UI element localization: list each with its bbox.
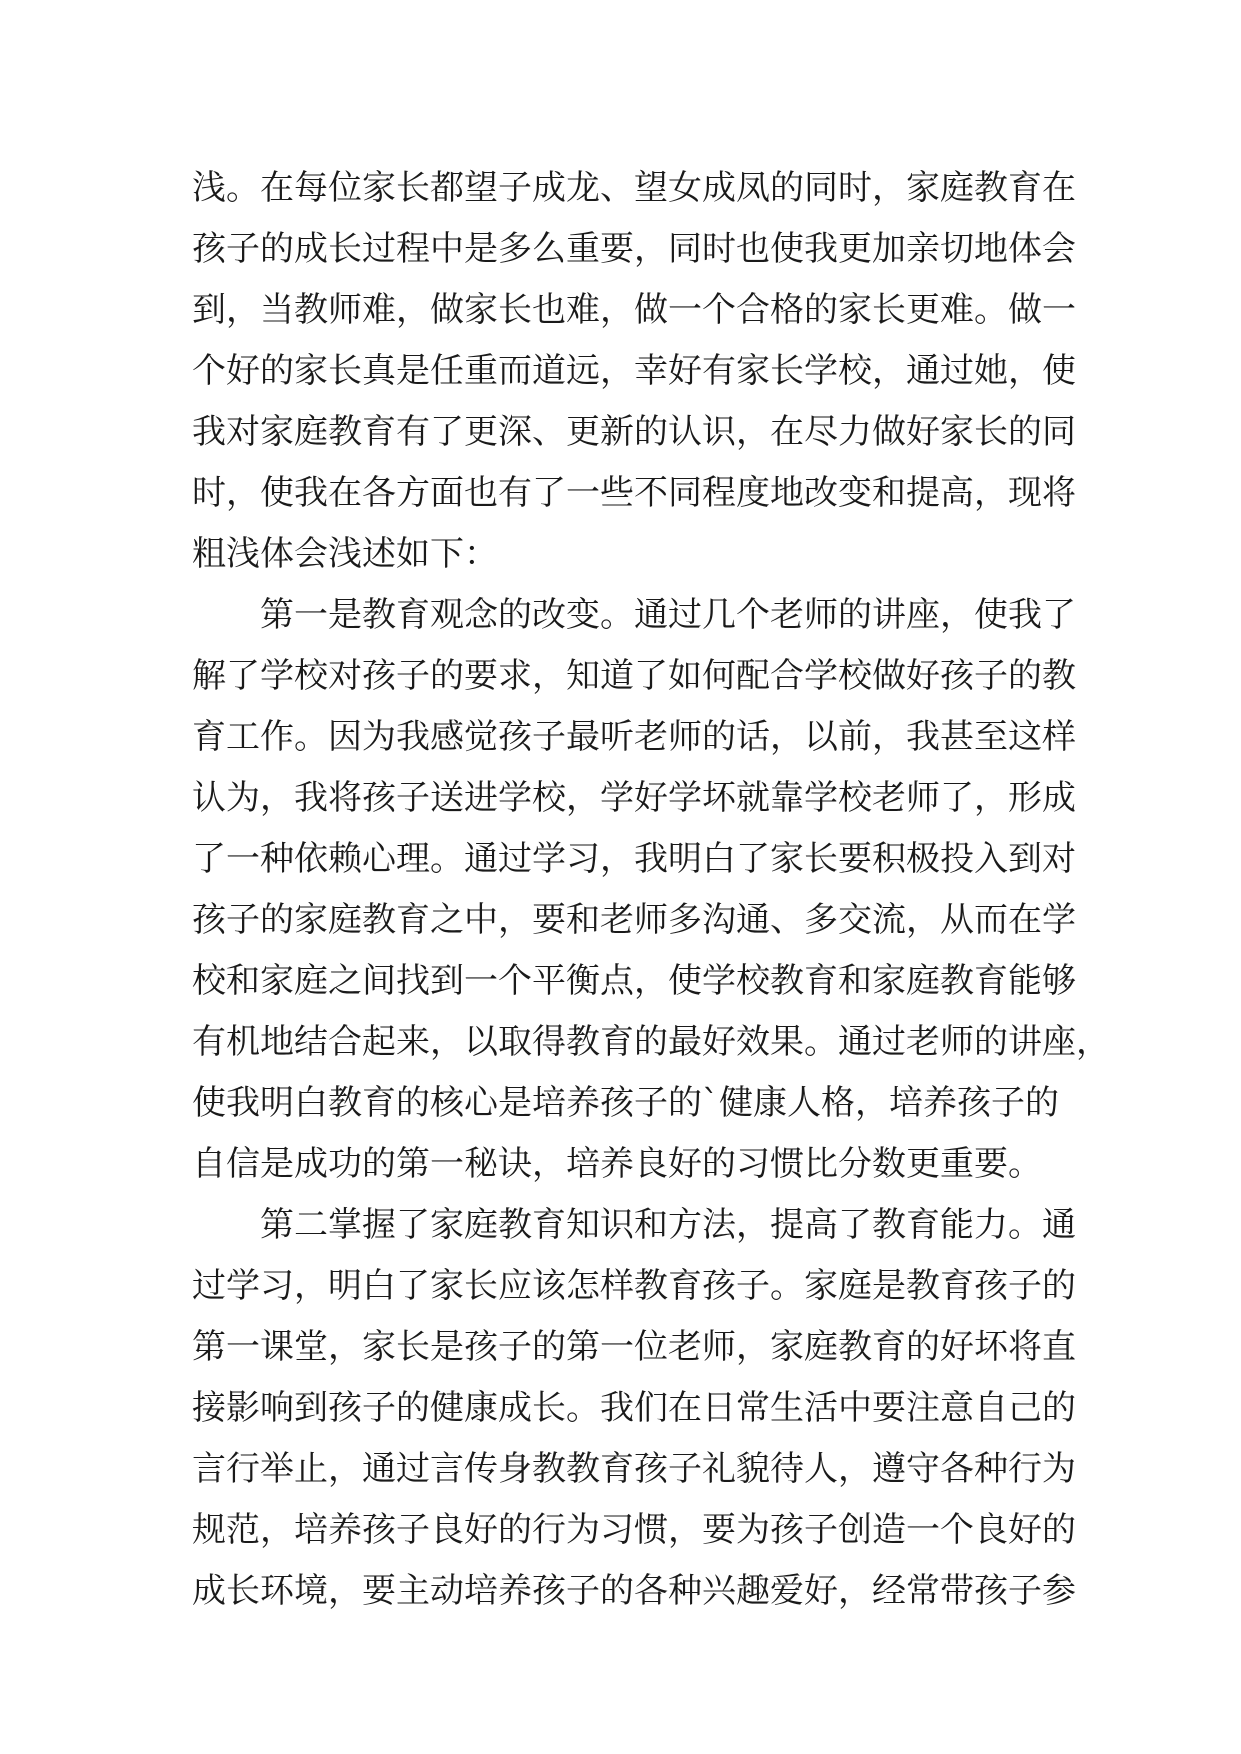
text-line: 第一课堂，家长是孩子的第一位老师，家庭教育的好坏将直	[192, 1327, 1076, 1367]
text-line: 自信是成功的第一秘诀，培养良好的习惯比分数更重要。	[192, 1144, 1042, 1184]
text-line: 解了学校对孩子的要求，知道了如何配合学校做好孩子的教	[192, 656, 1076, 696]
text-line: 接影响到孩子的健康成长。我们在日常生活中要注意自己的	[192, 1388, 1076, 1428]
text-line: 有机地结合起来，以取得教育的最好效果。通过老师的讲座，	[192, 1022, 1110, 1062]
text-line: 成长环境，要主动培养孩子的各种兴趣爱好，经常带孩子参	[192, 1571, 1076, 1611]
text-line: 粗浅体会浅述如下：	[192, 534, 498, 574]
text-line: 言行举止，通过言传身教教育孩子礼貌待人，遵守各种行为	[192, 1449, 1076, 1489]
text-line: 过学习，明白了家长应该怎样教育孩子。家庭是教育孩子的	[192, 1266, 1076, 1306]
text-line: 育工作。因为我感觉孩子最听老师的话，以前，我甚至这样	[192, 717, 1076, 757]
text-line: 使我明白教育的核心是培养孩子的`健康人格，培养孩子的	[192, 1083, 1059, 1123]
text-line: 到，当教师难，做家长也难，做一个合格的家长更难。做一	[192, 290, 1076, 330]
paragraph-start-line: 第二掌握了家庭教育知识和方法，提高了教育能力。通	[260, 1205, 1076, 1245]
text-line: 浅。在每位家长都望子成龙、望女成凤的同时，家庭教育在	[192, 168, 1076, 208]
text-line: 校和家庭之间找到一个平衡点，使学校教育和家庭教育能够	[192, 961, 1076, 1001]
text-line: 我对家庭教育有了更深、更新的认识，在尽力做好家长的同	[192, 412, 1076, 452]
text-line: 个好的家长真是任重而道远，幸好有家长学校，通过她，使	[192, 351, 1076, 391]
text-line: 规范，培养孩子良好的行为习惯，要为孩子创造一个良好的	[192, 1510, 1076, 1550]
paragraph-start-line: 第一是教育观念的改变。通过几个老师的讲座，使我了	[260, 595, 1076, 635]
body-text	[192, 158, 1110, 1622]
text-line: 时，使我在各方面也有了一些不同程度地改变和提高，现将	[192, 473, 1076, 513]
text-line: 孩子的成长过程中是多么重要，同时也使我更加亲切地体会	[192, 229, 1076, 269]
text-line: 了一种依赖心理。通过学习，我明白了家长要积极投入到对	[192, 839, 1076, 879]
text-line: 认为，我将孩子送进学校，学好学坏就靠学校老师了，形成	[192, 778, 1076, 818]
text-line: 孩子的家庭教育之中，要和老师多沟通、多交流，从而在学	[192, 900, 1076, 940]
